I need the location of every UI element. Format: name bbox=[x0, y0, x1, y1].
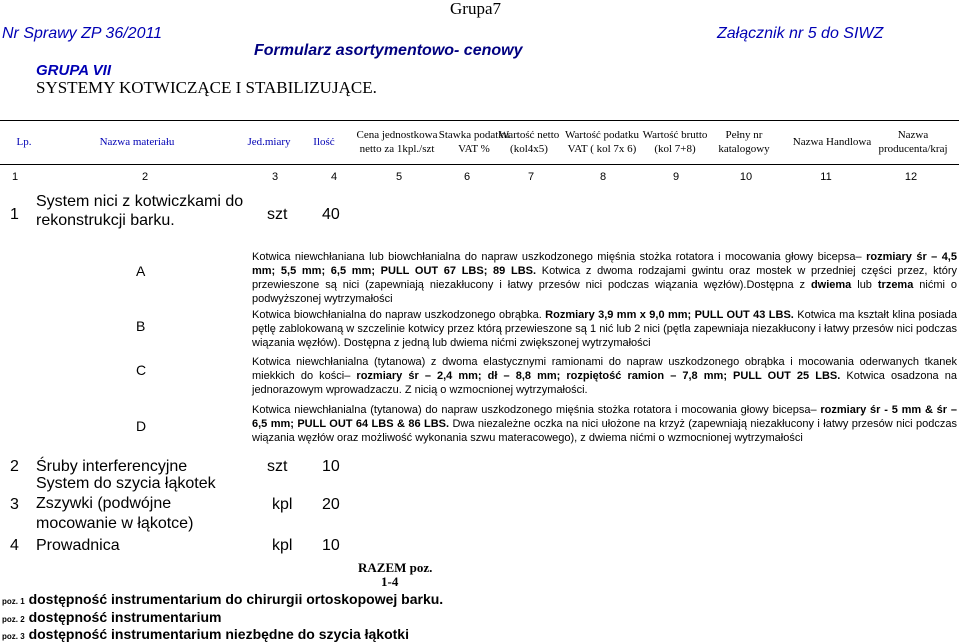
col-number: 2 bbox=[141, 171, 149, 183]
row-unit: szt bbox=[267, 206, 288, 223]
header-top-rule bbox=[0, 120, 959, 121]
case-number: Nr Sprawy ZP 36/2011 bbox=[2, 25, 163, 42]
row-lp: 4 bbox=[10, 537, 19, 554]
col-number: 9 bbox=[672, 171, 680, 183]
col-header-vat-value: Wartość podatku VAT ( kol 7x 6) bbox=[565, 129, 639, 155]
variant-a-description: Kotwica niewchłaniana lub biowchłanialna do napraw uszkodzonego mięśnia stożka rotatora i mocowania głowy bicepsa– rozmiary śr – 4,5 mm; 5,5 mm; 6,5 mm; PULL OUT 67 LBS; 89 LBS. Kotwica z dwoma rodzajami gwintu oraz mostek w przedniej części przez, który przewieszone są nici (zapewniają niezakłucony i łatwy przesów nici podczas wiązania węzłów).Dostępna z dwiema lub trzema nićmi o podwyższonej wytrzymałości bbox=[252, 251, 958, 305]
row-item-name: rekonstrukcji barku. bbox=[36, 212, 175, 229]
row-item-name: Prowadnica bbox=[36, 537, 120, 554]
col-header-unit-price: Cena jednostkowa netto za 1kpl./szt bbox=[356, 129, 438, 155]
col-header-catalog-no: Pełny nr katalogowy bbox=[718, 129, 770, 155]
row-item-name: Śruby interferencyjne bbox=[36, 458, 188, 475]
row-qty: 10 bbox=[322, 537, 340, 554]
col-header-qty: Ilość bbox=[313, 136, 335, 148]
variant-letter-b: B bbox=[136, 318, 146, 334]
col-number: 10 bbox=[739, 171, 753, 183]
variant-b-description: Kotwica biowchłanialna do napraw uszkodzonego obrąbka. Rozmiary 3,9 mm x 9,0 mm; PULL OUT 43 LBS. Kotwica ma kształt klina posiada pętlę zablokowaną w szczelinie kotwicy przez którą przewieszone są 1 nić lub 2 nici (pętla zapewniaja niezakłucony i łatwy przesów nici podczas wiązania węzłów). Dostępna z jedną lub dwiema nićmi zwiększonej wytrzymałości bbox=[252, 309, 957, 349]
col-header-net-value: Wartość netto (kol4x5) bbox=[498, 129, 560, 155]
header-bottom-rule bbox=[0, 164, 959, 165]
variant-c-description: Kotwica niewchłanialna (tytanowa) z dwoma elastycznymi ramionami do napraw uszkodzonego obrąbka i mocowania oderwanych tkanek miekkich do kości– rozmiary śr – 2,4 mm; dł – 8,8 mm; rozpiętość ramion – 7,8 mm; PULL OUT 25 LBS. Kotwica osadzona na jednorazowym wprowadzaczu. Z nicią o wzmocnionej wytrzymałości. bbox=[252, 356, 957, 396]
row-lp: 1 bbox=[10, 206, 19, 223]
total-range: 1-4 bbox=[381, 574, 399, 589]
col-number: 8 bbox=[599, 171, 607, 183]
page-title: Grupa7 bbox=[450, 0, 501, 18]
variant-d-description: Kotwica niewchłanialna (tytanowa) do napraw uszkodzonego mięśnia stożka rotatora i mocowania głowy bicepsa– rozmiary śr - 5 mm & śr – 6,5 mm; PULL OUT 64 LBS & 86 LBS. Dwa niezależne oczka na nici ułożone na krzyż (zapewniają niezakłucony i łatwy przesów nici podczas wiązania węzłów oraz możliwość wykonania szwu materacowego), z dwiema nićmi o wzmocnionej wytrzymałości bbox=[252, 404, 957, 444]
variant-letter-a: A bbox=[136, 263, 146, 279]
col-number: 1 bbox=[11, 171, 19, 183]
row-item-name: Zszywki (podwójne bbox=[36, 495, 172, 512]
row-item-name: System do szycia łąkotek bbox=[36, 475, 216, 492]
row-item-name: System nici z kotwiczkami do bbox=[36, 193, 244, 210]
col-header-unit: Jed.miary bbox=[247, 136, 291, 148]
col-number: 6 bbox=[463, 171, 471, 183]
col-header-vat-rate: Stawka podatku VAT % bbox=[438, 129, 510, 155]
row-lp: 3 bbox=[10, 496, 19, 513]
row-qty: 10 bbox=[322, 458, 340, 475]
row-qty: 20 bbox=[322, 496, 340, 513]
row-unit: kpl bbox=[272, 496, 293, 513]
footnote: poz. 1 dostępność instrumentarium do chirurgii ortoskopowej barku. bbox=[2, 591, 444, 607]
variant-letter-d: D bbox=[136, 418, 147, 434]
group-label: GRUPA VII bbox=[36, 62, 112, 79]
col-number: 4 bbox=[330, 171, 338, 183]
row-item-name: mocowanie w łąkotce) bbox=[36, 515, 194, 532]
col-number: 3 bbox=[271, 171, 279, 183]
row-unit: szt bbox=[267, 458, 288, 475]
col-header-name: Nazwa materiału bbox=[99, 136, 175, 148]
col-number: 5 bbox=[395, 171, 403, 183]
col-header-gross-value: Wartość brutto (kol 7+8) bbox=[642, 129, 708, 155]
group-name: SYSTEMY KOTWICZĄCE I STABILIZUJĄCE. bbox=[36, 78, 377, 97]
footnote: poz. 3 dostępność instrumentarium niezbędne do szycia łąkotki bbox=[2, 626, 409, 642]
footnote: poz. 2 dostępność instrumentarium bbox=[2, 609, 222, 625]
col-header-producer: Nazwa producenta/kraj bbox=[878, 129, 948, 155]
col-header-lp: Lp. bbox=[16, 136, 32, 148]
row-lp: 2 bbox=[10, 458, 19, 475]
row-unit: kpl bbox=[272, 537, 293, 554]
col-number: 12 bbox=[904, 171, 918, 183]
col-number: 11 bbox=[820, 171, 832, 183]
form-title: Formularz asortymentowo- cenowy bbox=[254, 42, 523, 59]
variant-letter-c: C bbox=[136, 362, 147, 378]
attachment-number: Załącznik nr 5 do SIWZ bbox=[717, 25, 884, 42]
col-header-trade-name: Nazwa Handlowa bbox=[792, 136, 872, 148]
total-label: RAZEM poz. bbox=[358, 560, 433, 575]
row-qty: 40 bbox=[322, 206, 340, 223]
col-number: 7 bbox=[527, 171, 535, 183]
